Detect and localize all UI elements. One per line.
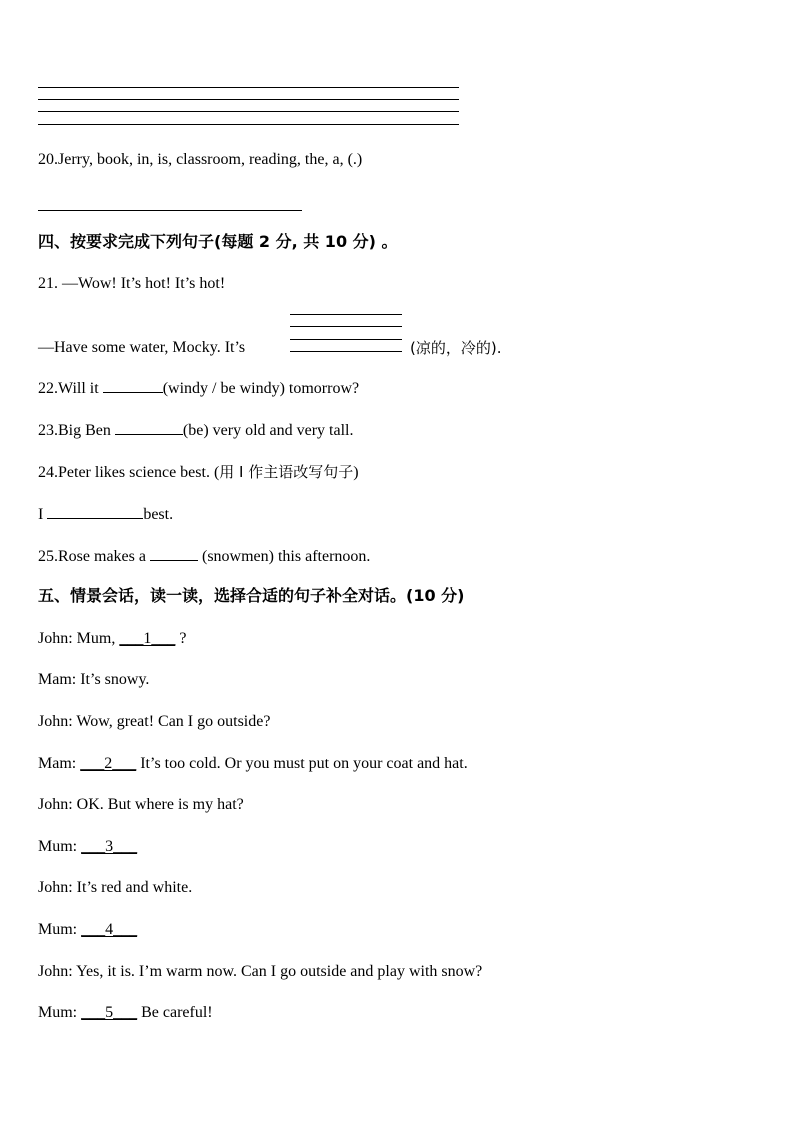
q21-prefix: —Have some water, Mocky. It’s bbox=[38, 339, 246, 356]
dialogue-line bbox=[38, 712, 270, 732]
dialogue-text: Wow, great! Can I go outside? bbox=[76, 713, 271, 730]
dialogue-text: Be careful! bbox=[141, 1004, 213, 1021]
speaker: Mam: bbox=[38, 755, 77, 772]
q24-instruction: 用 I 作主语改写句子 bbox=[219, 463, 354, 481]
answer-line-21b[interactable] bbox=[290, 326, 402, 327]
speaker: John: bbox=[38, 796, 73, 813]
dialogue-blank-1[interactable]: ___1___ bbox=[119, 630, 176, 647]
q22-suffix: (windy / be windy) tomorrow? bbox=[162, 380, 360, 397]
question-25 bbox=[38, 546, 370, 567]
speaker: John: bbox=[38, 630, 73, 647]
dialogue-text: Mum, bbox=[76, 630, 116, 647]
question-24-line-2 bbox=[38, 504, 173, 525]
question-21-line-1: 21. —Wow! It’s hot! It’s hot! bbox=[38, 275, 226, 292]
answer-line-21d[interactable] bbox=[290, 351, 402, 352]
answer-line-21c[interactable] bbox=[290, 339, 402, 340]
answer-line bbox=[38, 111, 459, 112]
dialogue-text: It’s too cold. Or you must put on your coat and hat. bbox=[140, 755, 468, 772]
dialogue-line bbox=[38, 795, 244, 815]
dialogue-blank-3[interactable]: ___3___ bbox=[81, 838, 138, 855]
dialogue-text: Yes, it is. I’m warm now. Can I go outside and play with snow? bbox=[76, 963, 483, 980]
speaker: Mum: bbox=[38, 921, 78, 938]
section-5-heading: 五、情景会话，读一读，选择合适的句子补全对话。(10 分) bbox=[38, 586, 465, 605]
dialogue-line bbox=[38, 754, 468, 774]
q22-prefix: 22.Will it bbox=[38, 380, 99, 397]
answer-line bbox=[38, 124, 459, 125]
dialogue-text: It’s red and white. bbox=[76, 879, 193, 896]
speaker: John: bbox=[38, 879, 73, 896]
q25-prefix: 25.Rose makes a bbox=[38, 548, 146, 565]
blank-24[interactable] bbox=[47, 504, 143, 519]
answer-line-21a[interactable] bbox=[290, 314, 402, 315]
speaker: Mum: bbox=[38, 1004, 78, 1021]
question-23 bbox=[38, 420, 354, 441]
speaker: John: bbox=[38, 713, 73, 730]
dialogue-line bbox=[38, 629, 186, 649]
dialogue-line bbox=[38, 878, 192, 898]
dialogue-blank-5[interactable]: ___5___ bbox=[81, 1004, 138, 1021]
q23-prefix: 23.Big Ben bbox=[38, 422, 111, 439]
section-4-heading: 四、按要求完成下列句子(每题 2 分, 共 10 分) 。 bbox=[38, 232, 398, 251]
dialogue-line bbox=[38, 920, 137, 940]
answer-line bbox=[38, 99, 459, 100]
dialogue-line bbox=[38, 1003, 213, 1023]
speaker: John: bbox=[38, 963, 73, 980]
q21-hint: (凉的，冷的). bbox=[410, 339, 502, 357]
q24-suffix: best. bbox=[143, 506, 174, 523]
blank-25[interactable] bbox=[150, 546, 198, 561]
blank-23[interactable] bbox=[115, 420, 183, 435]
dialogue-line bbox=[38, 962, 482, 982]
dialogue-text: ? bbox=[179, 630, 187, 647]
speaker: Mam: bbox=[38, 671, 77, 688]
question-20: 20.Jerry, book, in, is, classroom, reading, the, a, (.) bbox=[38, 151, 363, 168]
question-24-line-1 bbox=[38, 462, 359, 483]
dialogue-text: It’s snowy. bbox=[80, 671, 150, 688]
answer-line bbox=[38, 87, 459, 88]
speaker: Mum: bbox=[38, 838, 78, 855]
question-21-line-2 bbox=[38, 338, 245, 358]
dialogue-line bbox=[38, 837, 137, 857]
q24-close: ) bbox=[353, 464, 359, 481]
dialogue-blank-2[interactable]: ___2___ bbox=[80, 755, 137, 772]
q24-subject: I bbox=[38, 506, 44, 523]
q24-text: 24.Peter likes science best. ( bbox=[38, 464, 220, 481]
dialogue-line bbox=[38, 670, 149, 690]
q25-suffix: (snowmen) this afternoon. bbox=[201, 548, 371, 565]
dialogue-blank-4[interactable]: ___4___ bbox=[81, 921, 138, 938]
dialogue-text: OK. But where is my hat? bbox=[76, 796, 244, 813]
blank-22[interactable] bbox=[103, 378, 163, 393]
answer-line-20[interactable] bbox=[38, 210, 302, 211]
question-22 bbox=[38, 378, 359, 399]
q23-suffix: (be) very old and very tall. bbox=[182, 422, 354, 439]
